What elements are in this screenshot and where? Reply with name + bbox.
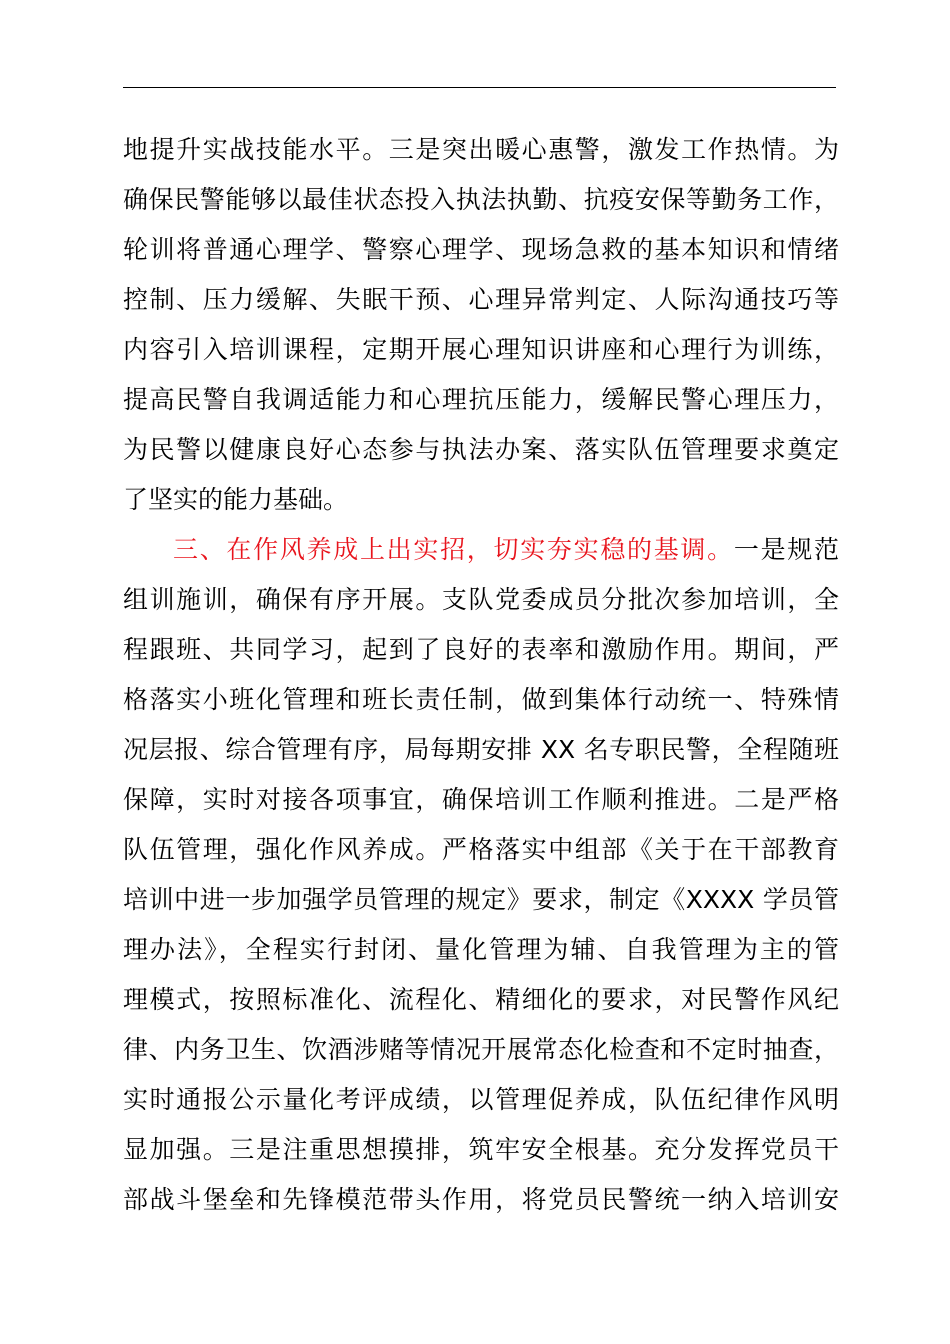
paragraph-1 [123,125,839,525]
text-line: 组训施训，确保有序开展。支队党委成员分批次参加培训，全 [123,585,839,614]
section-heading-line [123,525,839,575]
paragraph-2 [123,525,839,1225]
text-line: 理模式，按照标准化、流程化、精细化的要求，对民警作风纪 [123,985,839,1014]
text-line: 为民警以健康良好心态参与执法办案、落实队伍管理要求奠定 [123,435,839,464]
text-line: 程跟班、共同学习，起到了良好的表率和激励作用。期间，严 [123,635,839,664]
heading-tail-text: 一是规范 [733,535,839,564]
text-line: 律、内务卫生、饮酒涉赌等情况开展常态化检查和不定时抽查， [123,1035,839,1064]
text-line: 培训中进一步加强学员管理的规定》要求，制定《XXXX 学员管 [123,885,839,914]
text-line: 控制、压力缓解、失眠干预、心理异常判定、人际沟通技巧等 [123,285,839,314]
text-line: 内容引入培训课程，定期开展心理知识讲座和心理行为训练， [123,335,839,364]
text-line: 理办法》，全程实行封闭、量化管理为辅、自我管理为主的管 [123,935,839,964]
text-line: 显加强。三是注重思想摸排，筑牢安全根基。充分发挥党员干 [123,1135,839,1164]
section-heading: 三、在作风养成上出实招，切实夯实稳的基调。 [173,535,734,564]
document-body [123,125,839,1225]
text-line: 地提升实战技能水平。三是突出暖心惠警，激发工作热情。为 [123,135,839,164]
text-line: 轮训将普通心理学、警察心理学、现场急救的基本知识和情绪 [123,235,839,264]
text-line: 确保民警能够以最佳状态投入执法执勤、抗疫安保等勤务工作， [123,185,839,214]
text-line: 保障，实时对接各项事宜，确保培训工作顺利推进。二是严格 [123,785,839,814]
header-rule [123,87,836,88]
text-line: 提高民警自我调适能力和心理抗压能力，缓解民警心理压力， [123,385,839,414]
text-line: 部战斗堡垒和先锋模范带头作用，将党员民警统一纳入培训安 [123,1185,839,1214]
text-line: 队伍管理，强化作风养成。严格落实中组部《关于在干部教育 [123,835,839,864]
text-line: 了坚实的能力基础。 [123,485,349,514]
text-line: 实时通报公示量化考评成绩，以管理促养成，队伍纪律作风明 [123,1085,839,1114]
text-line: 格落实小班化管理和班长责任制，做到集体行动统一、特殊情 [123,685,839,714]
text-line: 况层报、综合管理有序，局每期安排 XX 名专职民警，全程随班 [123,735,839,764]
